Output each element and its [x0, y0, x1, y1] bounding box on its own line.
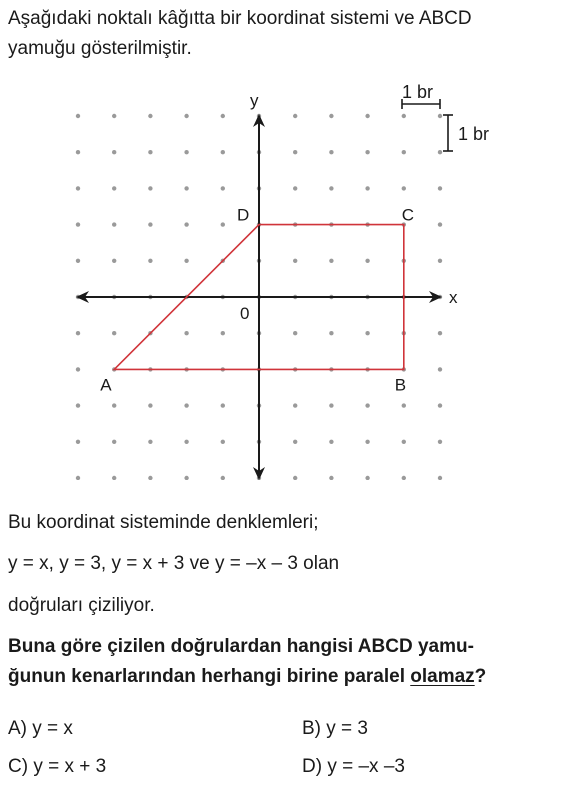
coordinate-figure	[0, 80, 576, 480]
point-d-label: D	[237, 205, 250, 225]
grid-dot	[184, 440, 188, 444]
scale-y-label: 1 br	[458, 124, 490, 144]
grid-dot	[76, 186, 80, 190]
grid-dot	[365, 150, 369, 154]
grid-dot	[438, 367, 442, 371]
grid-dot	[112, 440, 116, 444]
option-c[interactable]: C) y = x + 3	[8, 756, 107, 777]
body-line-2: y = x, y = 3, y = x + 3 ve y = –x – 3 olan	[8, 553, 340, 574]
y-axis-label: y	[250, 91, 259, 110]
grid-dot	[293, 403, 297, 407]
grid-dot	[221, 186, 225, 190]
grid-dot	[365, 331, 369, 335]
grid-dot	[365, 259, 369, 263]
grid-dot	[293, 150, 297, 154]
intro-line-2: yamuğu gösterilmiştir.	[8, 38, 192, 59]
grid-dot	[329, 259, 333, 263]
grid-dot	[402, 114, 406, 118]
grid-dot	[293, 259, 297, 263]
grid-dot	[438, 331, 442, 335]
body-line-3: doğruları çiziliyor.	[8, 595, 155, 616]
grid-dot	[148, 150, 152, 154]
grid-dot	[293, 186, 297, 190]
grid-dot	[112, 259, 116, 263]
scale-legend	[402, 82, 489, 151]
grid-dot	[221, 476, 225, 480]
grid-dot	[293, 331, 297, 335]
grid-dot	[76, 114, 80, 118]
point-a-label: A	[100, 375, 112, 395]
grid-dot	[76, 367, 80, 371]
grid-dot	[184, 114, 188, 118]
grid-dot	[112, 114, 116, 118]
x-axis-label: x	[449, 288, 458, 307]
grid-dot	[402, 476, 406, 480]
grid-dot	[365, 114, 369, 118]
grid-dot	[221, 440, 225, 444]
question-line-1: Buna göre çizilen doğrulardan hangisi ABCD yamu-	[8, 636, 474, 657]
grid-dot	[329, 476, 333, 480]
grid-dot	[148, 259, 152, 263]
grid-dot	[76, 222, 80, 226]
grid-dot	[148, 186, 152, 190]
grid-dot	[112, 331, 116, 335]
grid-dot	[76, 150, 80, 154]
grid-dot	[184, 150, 188, 154]
point-b-label: B	[394, 375, 407, 395]
grid-dot	[76, 403, 80, 407]
grid-dot	[438, 114, 442, 118]
grid-dot	[148, 403, 152, 407]
grid-dot	[438, 440, 442, 444]
grid-dot	[221, 114, 225, 118]
intro-line-1: Aşağıdaki noktalı kâğıtta bir koordinat sistemi ve ABCD	[8, 8, 472, 29]
grid-dot	[365, 476, 369, 480]
grid-dot	[438, 186, 442, 190]
question-line-2	[8, 664, 486, 690]
grid-dot	[402, 186, 406, 190]
grid-dot	[221, 403, 225, 407]
grid-dot	[329, 331, 333, 335]
grid-dot	[329, 114, 333, 118]
question-line-2-pre: ğunun kenarlarından herhangi birine paralel	[8, 666, 411, 687]
grid-dot	[329, 403, 333, 407]
grid-dot	[293, 114, 297, 118]
option-b[interactable]: B) y = 3	[302, 718, 368, 739]
grid-dot	[365, 186, 369, 190]
option-d[interactable]: D) y = –x –3	[302, 756, 405, 777]
grid-dot	[365, 403, 369, 407]
grid-dot	[112, 403, 116, 407]
grid-dot	[293, 440, 297, 444]
body-line-1: Bu koordinat sisteminde denklemleri;	[8, 512, 319, 533]
grid-dot	[438, 222, 442, 226]
grid-dot	[402, 403, 406, 407]
grid-dot	[329, 440, 333, 444]
grid-dot	[148, 476, 152, 480]
grid-dot	[148, 440, 152, 444]
grid-dot	[112, 150, 116, 154]
grid-dot	[184, 259, 188, 263]
option-a[interactable]: A) y = x	[8, 718, 73, 739]
grid-dot	[329, 186, 333, 190]
grid-dot	[438, 259, 442, 263]
grid-dot	[221, 331, 225, 335]
grid-dot	[148, 222, 152, 226]
grid-dot	[112, 186, 116, 190]
question-underlined-word: olamaz	[410, 666, 475, 687]
grid-dot	[184, 186, 188, 190]
grid-dot	[221, 222, 225, 226]
grid-dot	[184, 222, 188, 226]
scale-x-label: 1 br	[402, 82, 434, 102]
grid-dot	[221, 150, 225, 154]
grid-dot	[438, 150, 442, 154]
question-line-2-post: ?	[474, 666, 487, 687]
grid-dot	[329, 150, 333, 154]
grid-dot	[76, 331, 80, 335]
grid-dot	[76, 440, 80, 444]
grid-dot	[184, 476, 188, 480]
grid-dot	[112, 476, 116, 480]
origin-label: 0	[240, 304, 250, 323]
grid-dot	[293, 476, 297, 480]
axes	[76, 114, 442, 480]
point-c-label: C	[401, 205, 415, 225]
grid-dot	[184, 331, 188, 335]
grid-dot	[438, 403, 442, 407]
grid-dot	[402, 150, 406, 154]
grid-dot	[76, 476, 80, 480]
grid-dot	[438, 476, 442, 480]
grid-dot	[148, 114, 152, 118]
grid-dot	[184, 403, 188, 407]
grid-dot	[112, 222, 116, 226]
grid-dot	[76, 259, 80, 263]
grid-dot	[402, 440, 406, 444]
grid-dot	[365, 440, 369, 444]
